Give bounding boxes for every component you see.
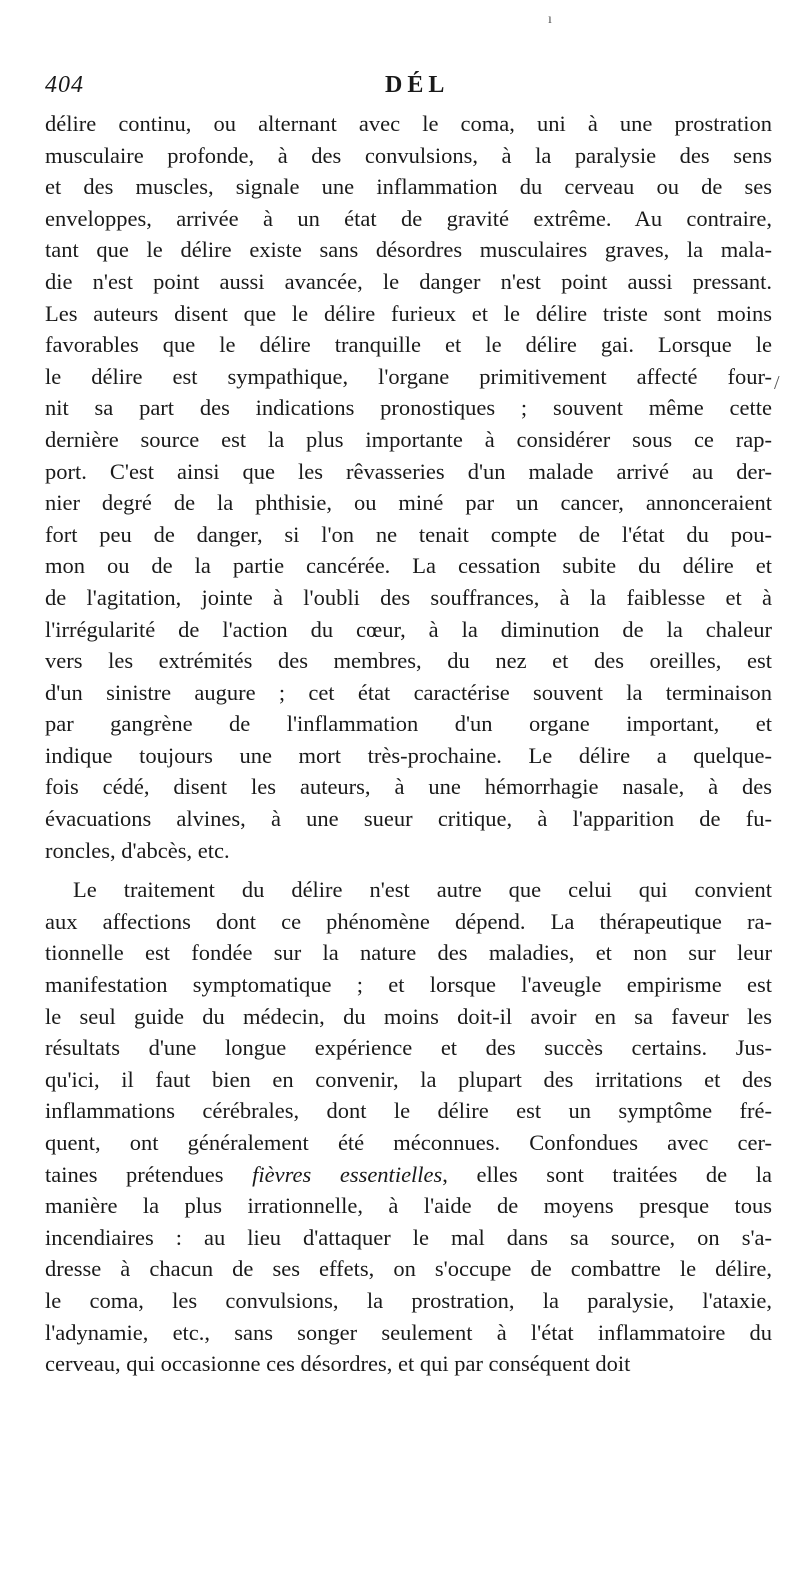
page-header (45, 72, 765, 106)
text-line: die n'est point aussi avancée, le danger n'est point aussi pressant. (45, 268, 772, 294)
paragraph (45, 874, 772, 1380)
text-line: le coma, les convulsions, la prostration, la paralysie, l'ataxie, (45, 1287, 772, 1313)
text-line: taines prétendues fièvres essentielles, elles sont traitées de la (45, 1161, 772, 1187)
text-line: le seul guide du médecin, du moins doit-il avoir en sa faveur les (45, 1003, 772, 1029)
speck-mark: ı (548, 12, 552, 27)
text-line: cerveau, qui occasionne ces désordres, et qui par conséquent doit (45, 1351, 631, 1377)
text-line: manifestation symptomatique ; et lorsque l'aveugle empirisme est (45, 972, 772, 998)
running-head: DÉL (385, 72, 450, 98)
text-line: l'irrégularité de l'action du cœur, à la diminution de la chaleur (45, 616, 772, 642)
text-line: qu'ici, il faut bien en convenir, la plupart des irritations et des (45, 1066, 772, 1092)
text-line: roncles, d'abcès, etc. (45, 837, 230, 863)
text-line: le délire est sympathique, l'organe primitivement affecté four- (45, 363, 772, 389)
text-line: de l'agitation, jointe à l'oubli des souffrances, à la faiblesse et à (45, 584, 772, 610)
text-line: l'adynamie, etc., sans songer seulement à l'état inflammatoire du (45, 1319, 772, 1345)
text-line: indique toujours une mort très-prochaine. Le délire a quelque- (45, 742, 772, 768)
italic-phrase: fièvres essentielles (252, 1161, 443, 1187)
text-line: fort peu de danger, si l'on ne tenait compte de l'état du pou- (45, 521, 772, 547)
text-line: Le traitement du délire n'est autre que celui qui convient (73, 877, 772, 903)
text-line: manière la plus irrationnelle, à l'aide de moyens presque tous (45, 1193, 772, 1219)
text-line: et des muscles, signale une inflammation du cerveau ou de ses (45, 174, 772, 200)
text-line: dernière source est la plus importante à considérer sous ce rap- (45, 426, 772, 452)
text-line: délire continu, ou alternant avec le coma, uni à une prostration (45, 111, 772, 136)
text-line: musculaire profonde, à des convulsions, à la paralysie des sens (45, 142, 772, 168)
text-line: incendiaires : au lieu d'attaquer le mal dans sa source, on s'a- (45, 1224, 772, 1250)
body-text (45, 108, 772, 1380)
text-line: par gangrène de l'inflammation d'un organe important, et (45, 711, 772, 737)
text-line: aux affections dont ce phénomène dépend. La thérapeutique ra- (45, 908, 772, 934)
text-line: dresse à chacun de ses effets, on s'occupe de combattre le délire, (45, 1256, 772, 1282)
text-line: enveloppes, arrivée à un état de gravité extrême. Au contraire, (45, 205, 772, 231)
text-line: nit sa part des indications pronostiques ; souvent même cette (45, 395, 772, 421)
text-line: Les auteurs disent que le délire furieux et le délire triste sont moins (45, 300, 772, 326)
text-line: d'un sinistre augure ; cet état caractérise souvent la terminaison (45, 679, 772, 705)
text-line: favorables que le délire tranquille et le délire gai. Lorsque le (45, 332, 772, 358)
text-line: évacuations alvines, à une sueur critique, à l'apparition de fu- (45, 806, 772, 832)
text-line: nier degré de la phthisie, ou miné par un cancer, annonceraient (45, 490, 772, 516)
page-number: 404 (45, 72, 84, 98)
text-line: résultats d'une longue expérience et des succès certains. Jus- (45, 1035, 772, 1061)
text-line: inflammations cérébrales, dont le délire est un symptôme fré- (45, 1098, 772, 1124)
text-line: fois cédé, disent les auteurs, à une hémorrhagie nasale, à des (45, 774, 772, 800)
text-line: mon ou de la partie cancérée. La cessation subite du délire et (45, 553, 772, 579)
text-line: vers les extrémités des membres, du nez et des oreilles, est (45, 648, 772, 674)
text-line: port. C'est ainsi que les rêvasseries d'un malade arrivé au der- (45, 458, 772, 484)
text-line: tionnelle est fondée sur la nature des maladies, et non sur leur (45, 940, 772, 966)
paragraph (45, 108, 772, 866)
margin-mark: / (774, 372, 780, 394)
text-line: quent, ont généralement été méconnues. Confondues avec cer- (45, 1130, 772, 1155)
text-line: tant que le délire existe sans désordres musculaires graves, la mala- (45, 237, 772, 263)
